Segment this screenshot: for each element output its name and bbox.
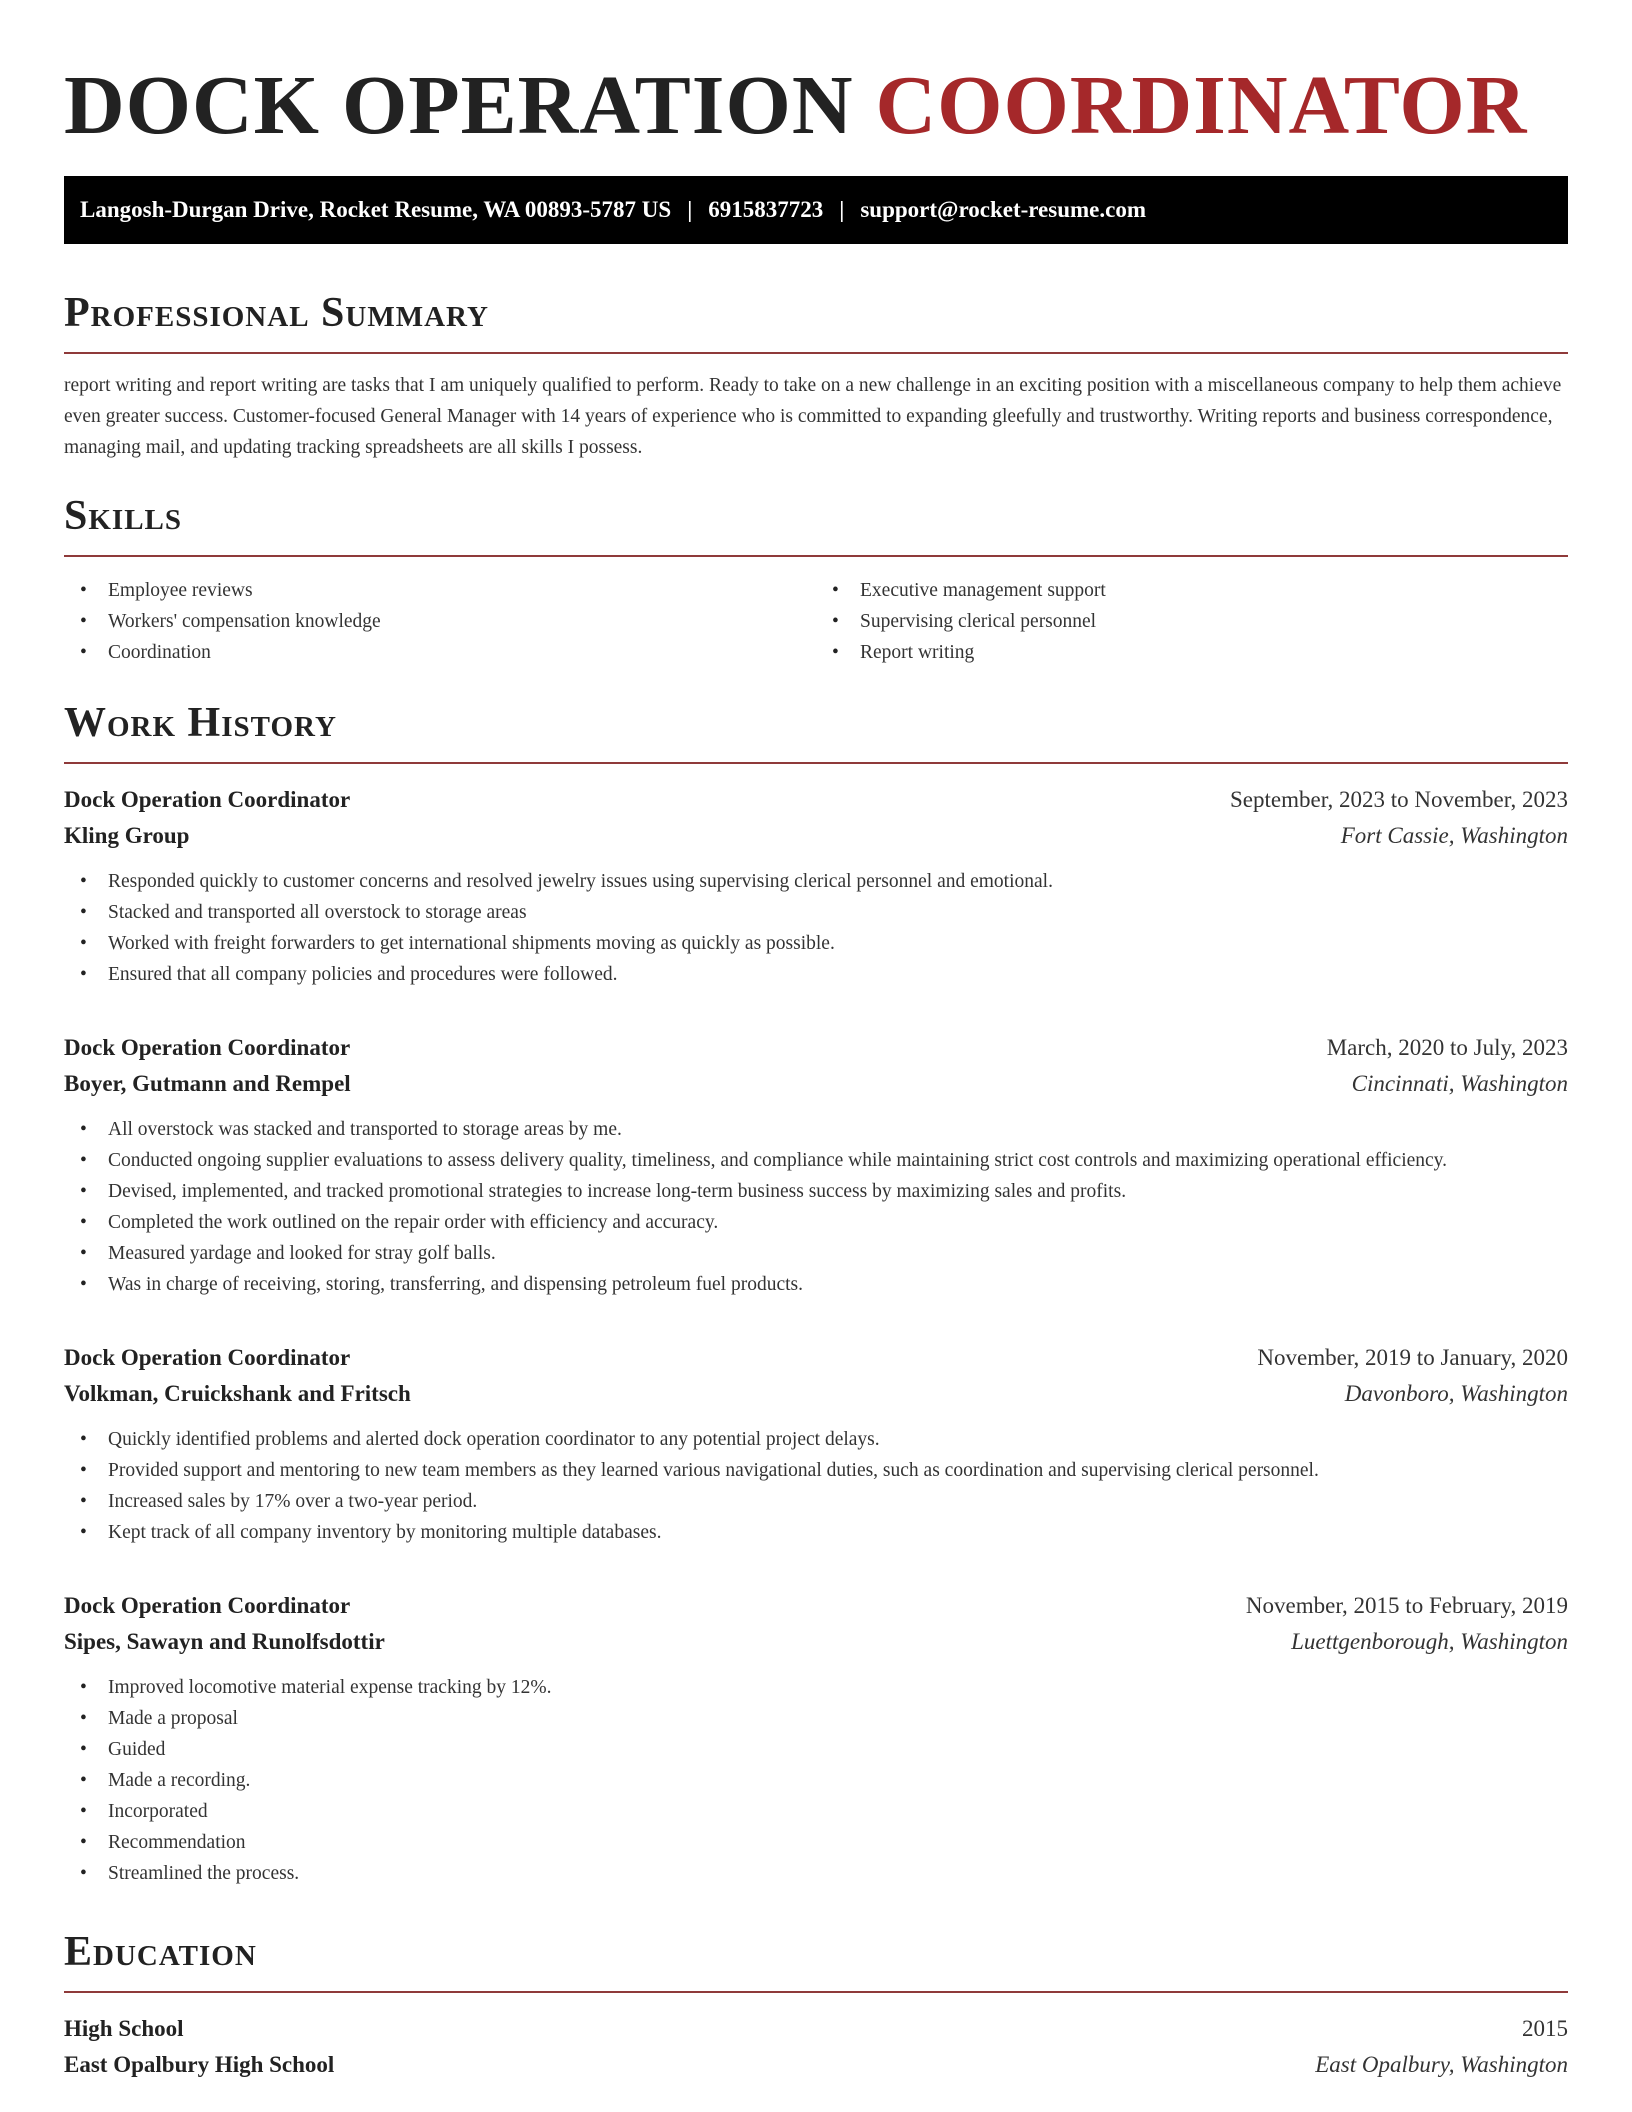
job-duty: • Quickly identified problems and alerted dock operation coordinator to any potential project delays. [64,1424,1568,1455]
section-divider [64,1991,1568,1993]
skill-item: • Report writing [816,637,1568,668]
work-history-heading: Work History [64,700,337,746]
name-accent: COORDINATOR [875,59,1528,152]
job-duty: • Improved locomotive material expense tracking by 12%. [64,1672,1568,1703]
skills-heading: Skills [64,493,183,539]
job-dates: September, 2023 to November, 2023 [1230,787,1568,812]
job-duty: • Conducted ongoing supplier evaluations to assess delivery quality, timeliness, and compliance while maintaining strict cost controls and maximizing operational efficiency. [64,1145,1568,1176]
job-duty: • Streamlined the process. [64,1858,1568,1889]
skill-item: • Supervising clerical personnel [816,606,1568,637]
skills-grid [64,575,1568,668]
job-duty: • Made a recording. [64,1765,1568,1796]
job-duty: • Incorporated [64,1796,1568,1827]
job-duty: • Responded quickly to customer concerns and resolved jewelry issues using supervising clerical personnel and emotional. [64,866,1568,897]
job-position: Dock Operation Coordinator [64,787,351,812]
education-entry [64,2011,1568,2083]
job-location: Cincinnati, Washington [1351,1071,1568,1096]
job-company: Boyer, Gutmann and Rempel [64,1071,351,1096]
job-entry [64,782,1568,990]
contact-phone: 6915837723 [708,197,824,222]
education-degree-row [64,2011,1568,2047]
education-location: East Opalbury, Washington [1315,2052,1568,2077]
job-duty: • Measured yardage and looked for stray golf balls. [64,1238,1568,1269]
skill-item: • Coordination [64,637,816,668]
job-duty: • Kept track of all company inventory by monitoring multiple databases. [64,1517,1568,1548]
job-duty: • Increased sales by 17% over a two-year period. [64,1486,1568,1517]
job-position: Dock Operation Coordinator [64,1035,351,1060]
job-title-row [64,1588,1568,1624]
job-title-row [64,1030,1568,1066]
job-duties [64,866,1568,990]
skills-column-right [816,575,1568,668]
education-year: 2015 [1522,2016,1568,2041]
skills-section [64,491,1568,668]
job-duties [64,1424,1568,1548]
job-company-row [64,1376,1568,1412]
job-duty: • Recommendation [64,1827,1568,1858]
resume-name [64,0,1568,156]
job-company-row [64,818,1568,854]
skill-item: • Workers' compensation knowledge [64,606,816,637]
contact-address: Langosh-Durgan Drive, Rocket Resume, WA 00893-5787 US [80,197,672,222]
job-duties [64,1114,1568,1300]
skill-item: • Executive management support [816,575,1568,606]
contact-separator: | [839,197,845,222]
job-company: Kling Group [64,823,190,848]
job-company: Volkman, Cruickshank and Fritsch [64,1381,411,1406]
job-position: Dock Operation Coordinator [64,1593,351,1618]
skill-item: • Employee reviews [64,575,816,606]
summary-text: report writing and report writing are tasks that I am uniquely qualified to perform. Ready to take on a new challenge in an exciting position with a miscellaneous company to help them achieve even greater success. Customer-focused General Manager with 14 years of experience who is committed to expanding gleefully and trustworthy. Writing reports and business correspondence, managing mail, and updating tracking spreadsheets are all skills I possess. [64,375,1562,458]
section-divider [64,555,1568,557]
summary-heading: Professional Summary [64,290,489,336]
education-section [64,1927,1568,2083]
education-degree: High School [64,2016,184,2041]
job-location: Davonboro, Washington [1344,1381,1568,1406]
job-duty: • Devised, implemented, and tracked promotional strategies to increase long-term business success by maximizing sales and profits. [64,1176,1568,1207]
contact-email: support@rocket-resume.com [860,197,1146,222]
job-dates: March, 2020 to July, 2023 [1326,1035,1568,1060]
job-duty: • Guided [64,1734,1568,1765]
job-dates: November, 2015 to February, 2019 [1245,1593,1568,1618]
work-history-section [64,698,1568,1889]
job-duty: • All overstock was stacked and transported to storage areas by me. [64,1114,1568,1145]
job-location: Luettgenborough, Washington [1291,1629,1568,1654]
job-duty: • Provided support and mentoring to new team members as they learned various navigational duties, such as coordination and supervising clerical personnel. [64,1455,1568,1486]
job-company-row [64,1066,1568,1102]
job-duty: • Was in charge of receiving, storing, transferring, and dispensing petroleum fuel products. [64,1269,1568,1300]
skills-column-left [64,575,816,668]
job-entry [64,1588,1568,1889]
skills-list-left [64,575,816,668]
job-duty: • Made a proposal [64,1703,1568,1734]
job-entry [64,1030,1568,1300]
section-divider [64,762,1568,764]
job-company: Sipes, Sawayn and Runolfsdottir [64,1629,385,1654]
section-divider [64,352,1568,354]
contact-bar [64,176,1568,244]
job-duty: • Completed the work outlined on the repair order with efficiency and accuracy. [64,1207,1568,1238]
contact-separator: | [687,197,693,222]
name-primary: DOCK OPERATION [64,59,854,152]
job-location: Fort Cassie, Washington [1340,823,1568,848]
job-title-row [64,1340,1568,1376]
job-duty: • Worked with freight forwarders to get international shipments moving as quickly as possible. [64,928,1568,959]
job-entry [64,1340,1568,1548]
education-school-row [64,2047,1568,2083]
education-heading: Education [64,1929,257,1975]
education-school: East Opalbury High School [64,2052,335,2077]
job-duty: • Stacked and transported all overstock to storage areas [64,897,1568,928]
job-duty: • Ensured that all company policies and procedures were followed. [64,959,1568,990]
job-duties [64,1672,1568,1889]
skills-list-right [816,575,1568,668]
job-position: Dock Operation Coordinator [64,1345,351,1370]
summary-section [64,288,1568,463]
job-title-row [64,782,1568,818]
job-dates: November, 2019 to January, 2020 [1257,1345,1568,1370]
job-company-row [64,1624,1568,1660]
